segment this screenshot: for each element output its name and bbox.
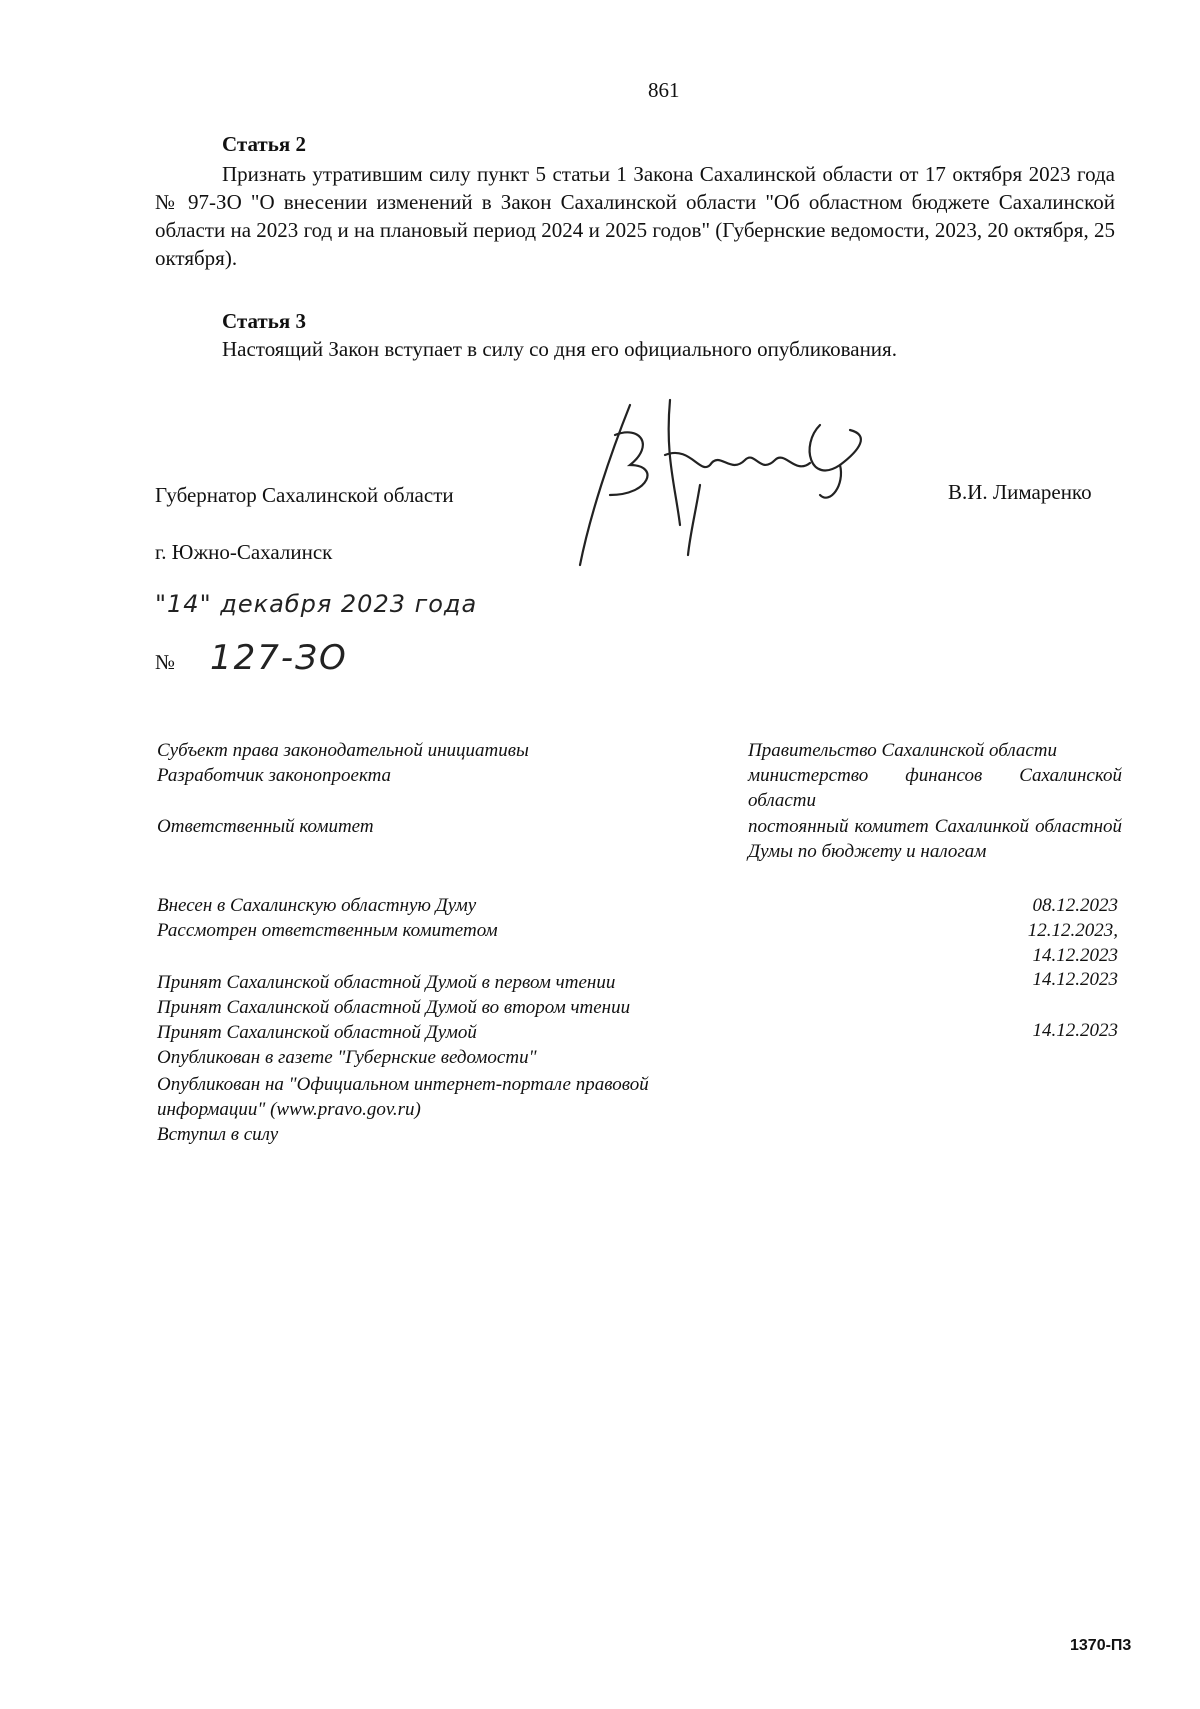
reviewed-date-1: 12.12.2023, — [1027, 920, 1118, 941]
handwritten-law-number: 127-ЗО — [210, 638, 348, 678]
city: г. Южно-Сахалинск — [155, 540, 333, 564]
page-number: 861 — [648, 78, 680, 102]
reviewed-date-2: 14.12.2023 — [1032, 945, 1118, 966]
article-2-heading: Статья 2 — [222, 132, 306, 156]
article-3-heading: Статья 3 — [222, 309, 306, 333]
governor-signature — [570, 395, 900, 595]
published-portal-label-2: информации" (www.pravo.gov.ru) — [157, 1099, 421, 1120]
first-reading-date: 14.12.2023 — [1032, 969, 1118, 990]
number-sign: № — [155, 650, 176, 674]
initiative-label: Субъект права законодательной инициативы — [157, 740, 529, 761]
article-2-text: Признать утратившим силу пункт 5 статьи 1 Закона Сахалинской области от 17 октября 2023 года № 97-ЗО "О внесении изменений в Закон Сахалинской области "Об областном бюджете Сахалинской области на 2023 год и на плановый период 2024 и 2025 годов" (Губернские ведомости, 2023, 20 октября, 25 октября). — [155, 162, 1115, 270]
published-gazette-label: Опубликован в газете "Губернские ведомости" — [157, 1047, 537, 1068]
effective-label: Вступил в силу — [157, 1124, 279, 1145]
reviewed-label: Рассмотрен ответственным комитетом — [157, 920, 498, 941]
article-3-text: Настоящий Закон вступает в силу со дня его официального опубликования. — [222, 337, 897, 361]
footer-code: 1370-П3 — [1070, 1637, 1132, 1654]
committee-value: постоянный комитет Сахалинкой областной Думы по бюджету и налогам — [748, 816, 1122, 862]
developer-label: Разработчик законопроекта — [157, 765, 392, 786]
second-reading-label: Принят Сахалинской областной Думой во втором чтении — [157, 997, 631, 1018]
submitted-date: 08.12.2023 — [1032, 895, 1118, 916]
committee-label: Ответственный комитет — [157, 816, 374, 837]
first-reading-label: Принят Сахалинской областной Думой в первом чтении — [157, 972, 616, 993]
adopted-label: Принят Сахалинской областной Думой — [157, 1022, 477, 1043]
adopted-date: 14.12.2023 — [1032, 1020, 1118, 1041]
initiative-value: Правительство Сахалинской области — [748, 740, 1058, 761]
handwritten-date: "14" декабря 2023 года — [155, 590, 478, 618]
published-portal-label-1: Опубликован на "Официальном интернет-портале правовой — [157, 1074, 649, 1095]
governor-title: Губернатор Сахалинской области — [155, 483, 454, 507]
submitted-label: Внесен в Сахалинскую областную Думу — [157, 895, 477, 916]
developer-value: министерство финансов Сахалинской области — [748, 765, 1122, 811]
governor-name: В.И. Лимаренко — [948, 480, 1092, 504]
